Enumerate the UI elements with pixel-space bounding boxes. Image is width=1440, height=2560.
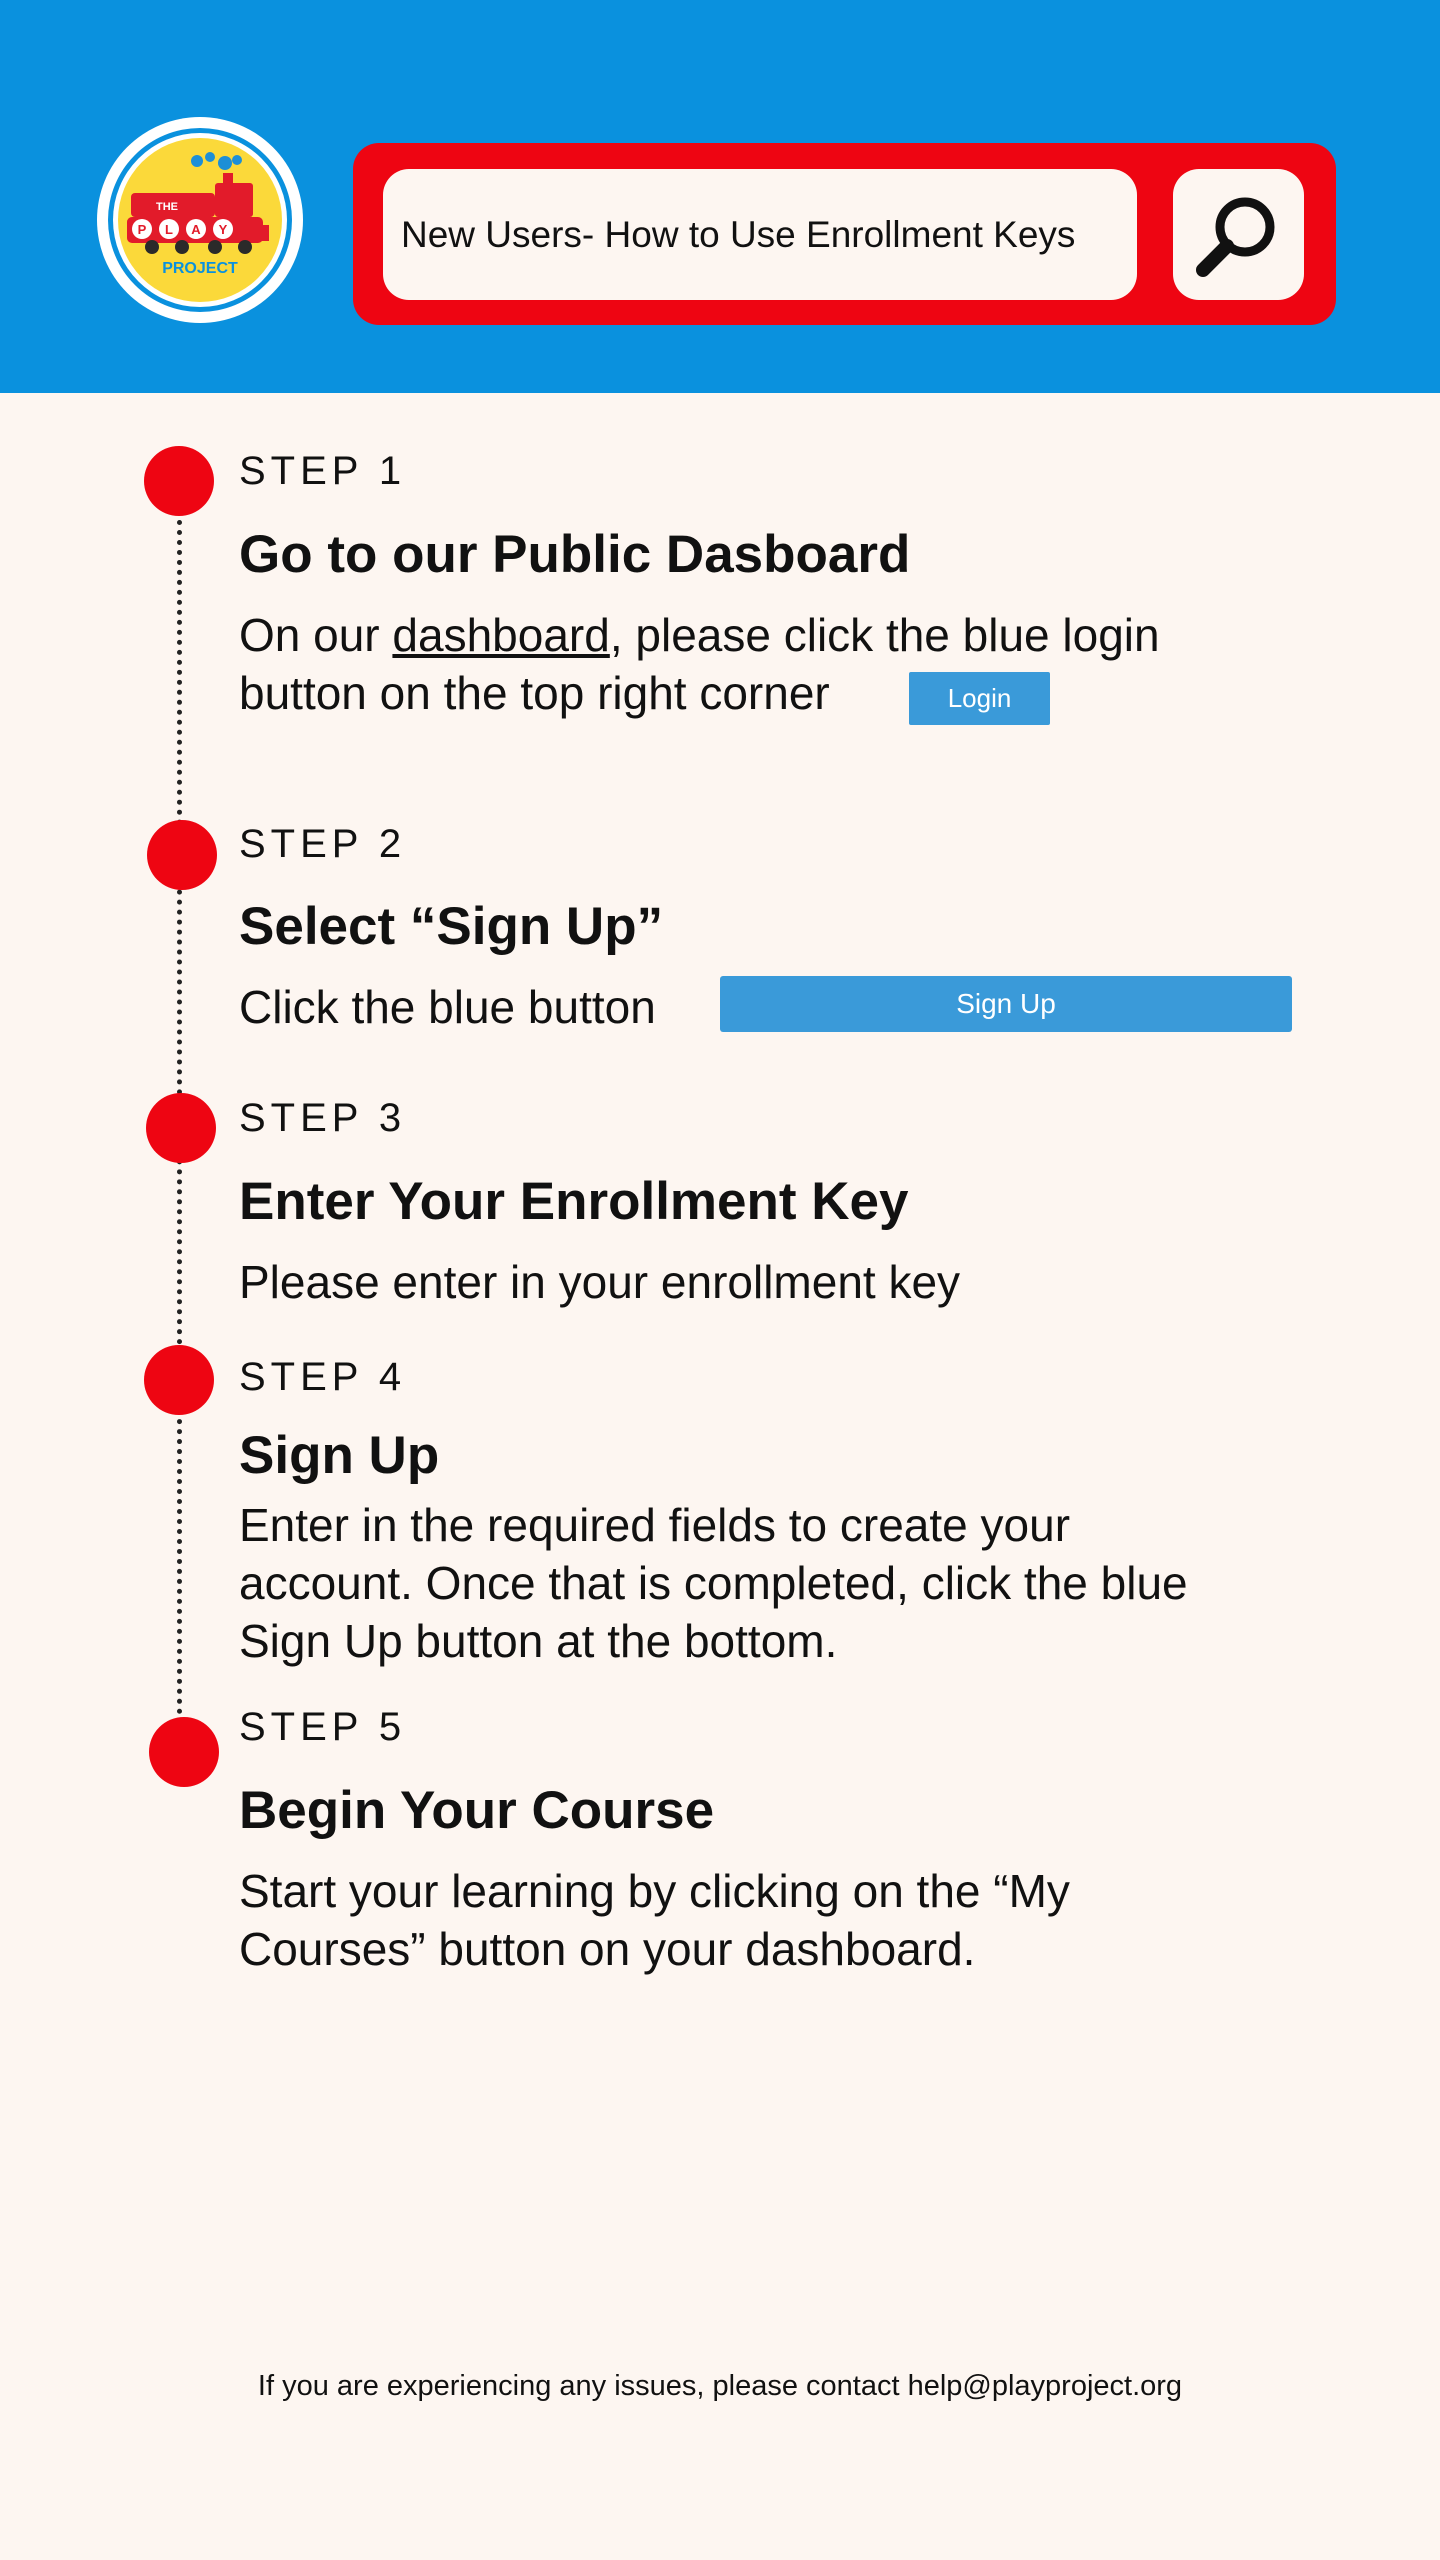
- step-5-label: STEP 5: [239, 1705, 407, 1749]
- step-1-text-prefix: On our: [239, 609, 393, 661]
- step-5-title: Begin Your Course: [239, 1781, 715, 1840]
- play-project-logo[interactable]: [97, 117, 303, 323]
- svg-text:L: L: [165, 222, 173, 237]
- search-button[interactable]: [1173, 169, 1304, 300]
- step-1-description: [239, 606, 1239, 722]
- search-bar: [353, 143, 1336, 325]
- search-input[interactable]: New Users- How to Use Enrollment Keys: [383, 169, 1137, 300]
- step-1-text-suffix: , please click the blue login button on the top right corner: [239, 609, 1160, 719]
- login-button[interactable]: Login: [909, 672, 1050, 725]
- svg-text:PROJECT: PROJECT: [162, 260, 238, 277]
- step-5-marker: [149, 1717, 219, 1787]
- step-1-title: Go to our Public Dasboard: [239, 525, 911, 584]
- step-1-label: STEP 1: [239, 449, 407, 493]
- step-5-description: Start your learning by clicking on the “My Courses” button on your dashboard.: [239, 1865, 1070, 1975]
- step-3-title: Enter Your Enrollment Key: [239, 1172, 909, 1231]
- search-icon: [1173, 169, 1304, 300]
- step-3-description: Please enter in your enrollment key: [239, 1256, 961, 1308]
- footer-contact-text: If you are experiencing any issues, please contact help@playproject.org: [257, 2370, 1183, 2402]
- svg-text:THE: THE: [156, 201, 178, 213]
- step-2-description: Click the blue button: [239, 981, 656, 1033]
- step-4-title: Sign Up: [239, 1426, 440, 1485]
- step-2-label: STEP 2: [239, 822, 407, 866]
- step-3-label: STEP 3: [239, 1096, 407, 1140]
- step-2-marker: [147, 820, 217, 890]
- dashboard-link[interactable]: dashboard: [392, 609, 610, 661]
- svg-text:Y: Y: [218, 222, 228, 237]
- step-4-marker: [144, 1345, 214, 1415]
- step-4-label: STEP 4: [239, 1355, 407, 1399]
- header-banner: [0, 0, 1440, 393]
- step-1-marker: [144, 446, 214, 516]
- step-2-title: Select “Sign Up”: [239, 897, 664, 956]
- svg-text:A: A: [191, 222, 201, 237]
- sign-up-button[interactable]: Sign Up: [720, 976, 1292, 1032]
- step-3-marker: [146, 1093, 216, 1163]
- step-4-description: Enter in the required fields to create your account. Once that is completed, click the blue Sign Up button at the bottom.: [239, 1499, 1188, 1667]
- svg-text:P: P: [137, 222, 147, 237]
